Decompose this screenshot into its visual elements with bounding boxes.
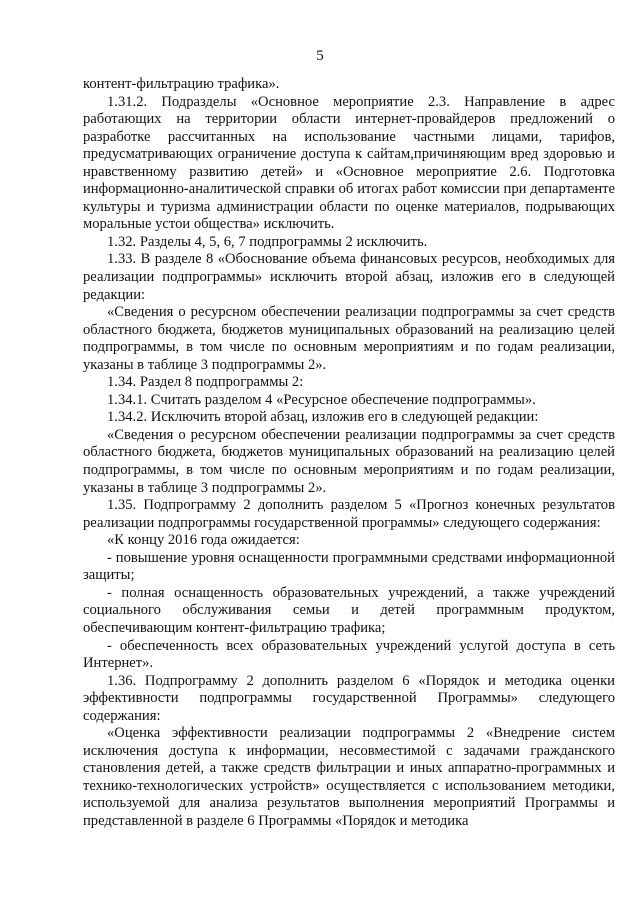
paragraph-quote-1: «Сведения о ресурсном обеспечении реализации подпрограммы за счет средств областного бюджета, бюджетов муниципальных образований на реализацию целей подпрограммы, в том числе по основным мероприятиям и по годам реализации, указаны в таблице 3 подпрограммы 2».: [83, 304, 615, 373]
paragraph-1-35: 1.35. Подпрограмму 2 дополнить разделом 5 «Прогноз конечных результатов реализации подпрограммы государственной программы» следующего содержания:: [83, 497, 615, 531]
paragraph-1-33: 1.33. В разделе 8 «Обоснование объема финансовых ресурсов, необходимых для реализации подпрограммы» исключить второй абзац, изложив его в следующей редакции:: [83, 251, 615, 303]
list-item-2: - полная оснащенность образовательных учреждений, а также учреждений социального обслуживания семьи и детей программным продуктом, обеспечивающим контент-фильтрацию трафика;: [83, 584, 615, 636]
document-body: [83, 76, 615, 831]
list-item-3: - обеспеченность всех образовательных учреждений услугой доступа в сеть Интернет».: [83, 637, 615, 672]
paragraph-continuation: контент-фильтрацию трафика».: [83, 76, 280, 92]
paragraph-quote-3: «Оценка эффективности реализации подпрограммы 2 «Внедрение систем исключения доступа к информации, несовместимой с задачами гражданского становления детей, а также средств фильтрации и иных аппаратно-программных и технико-технологических устройств» осуществляется с использованием методики, используемой для анализа результатов выполнения мероприятий Программы и представленной в разделе 6 Программы «Порядок и методика: [83, 725, 615, 829]
paragraph-1-36: 1.36. Подпрограмму 2 дополнить разделом 6 «Порядок и методика оценки эффективности подпрограммы государственной Программы» следующего содержания:: [83, 672, 615, 724]
paragraph-1-34-1: 1.34.1. Считать разделом 4 «Ресурсное обеспечение подпрограммы».: [107, 391, 536, 408]
list-item-1: - повышение уровня оснащенности программными средствами информационной защиты;: [83, 549, 615, 584]
paragraph-1-31-2: 1.31.2. Подразделы «Основное мероприятие 2.3. Направление в адрес работающих на территории области интернет-провайдеров предложений о разработке рассчитанных на использование частными лицами, тарифов, предусматривающих ограничение доступа к сайтам,причиняющим вред здоровью и нравственному развитию детей» и «Основное мероприятие 2.6. Подготовка информационно-аналитической справки об итогах работ комиссии при департаменте культуры и туризма администрации области по оценке материалов, подрывающих моральные устои общества» исключить.: [83, 93, 615, 233]
page-number: 5: [316, 48, 324, 64]
paragraph-quote-2: «Сведения о ресурсном обеспечении реализации подпрограммы за счет средств областного бюджета, бюджетов муниципальных образований на реализацию целей подпрограммы, в том числе по основным мероприятиям и по годам реализации, указаны в таблице 3 подпрограммы 2».: [83, 426, 615, 496]
paragraph-expected: «К концу 2016 года ожидается:: [107, 532, 300, 549]
paragraph-1-32: 1.32. Разделы 4, 5, 6, 7 подпрограммы 2 исключить.: [107, 233, 428, 250]
paragraph-1-34: 1.34. Раздел 8 подпрограммы 2:: [107, 374, 304, 391]
paragraph-1-34-2: 1.34.2. Исключить второй абзац, изложив его в следующей редакции:: [107, 409, 539, 426]
